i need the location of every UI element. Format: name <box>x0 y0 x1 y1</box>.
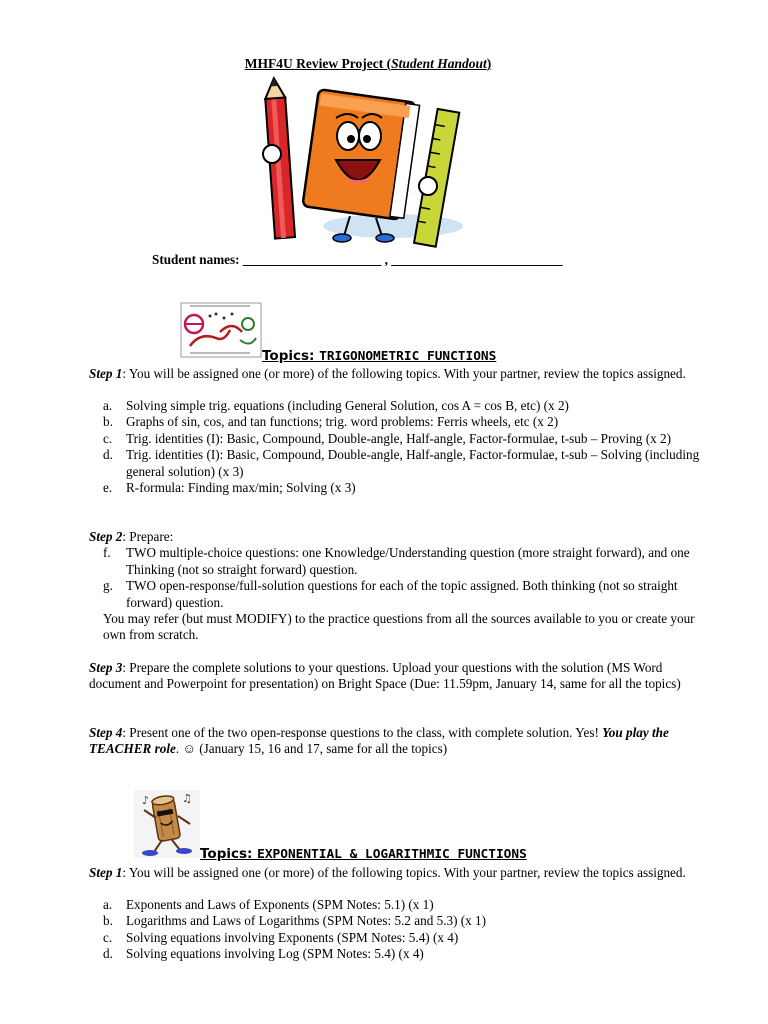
trig-step-2-note: You may refer (but must MODIFY) to the practice questions from all the sources available to you or create your own from scratch. <box>103 611 695 643</box>
list-item: c. Trig. identities (I): Basic, Compound, Double-angle, Half-angle, Factor-formulae, t-sub – Proving (x 2) <box>103 430 671 446</box>
school-supplies-cartoon-icon <box>258 76 468 252</box>
explog-step-1: Step 1: You will be assigned one (or more) of the following topics. With your partner, review the topics assigned. <box>89 865 686 880</box>
trig-step-1: Step 1: You will be assigned one (or more) of the following topics. With your partner, review the topics assigned. <box>89 366 686 381</box>
list-item: b. Graphs of sin, cos, and tan functions; trig. word problems: Ferris wheels, etc (x 2) <box>103 414 559 430</box>
list-item: f. TWO multiple-choice questions: one Knowledge/Understanding question (more straight forward), and one Thinking (not so straight forward) question. <box>103 545 690 577</box>
trig-step-4: Step 4: Present one of the two open-response questions to the class, with complete solution. Yes! You play the TEACHER role. ☺ (January 15, 16 and 17, same for all the topics) <box>89 725 669 757</box>
trig-topics-heading: Topics: TRIGONOMETRIC FUNCTIONS <box>262 348 497 364</box>
list-item: b. Logarithms and Laws of Logarithms (SPM Notes: 5.2 and 5.3) (x 1) <box>103 913 487 929</box>
explog-topics-heading: Topics: EXPONENTIAL & LOGARITHMIC FUNCTIONS <box>200 846 527 862</box>
list-item: g. TWO open-response/full-solution questions for each of the topic assigned. Both thinking (not so straight forward) question. <box>103 578 678 610</box>
dancing-log-cartoon-icon <box>134 790 200 858</box>
trig-functions-clipart-icon <box>180 302 262 358</box>
list-item: c. Solving equations involving Exponents (SPM Notes: 5.4) (x 4) <box>103 929 459 945</box>
list-item: e. R-formula: Finding max/min; Solving (x 3) <box>103 480 356 496</box>
list-item: a. Exponents and Laws of Exponents (SPM Notes: 5.1) (x 1) <box>103 897 434 912</box>
explog-topic-list <box>89 897 704 963</box>
svg-text:♪: ♪ <box>142 794 150 807</box>
trig-topic-list <box>89 398 704 496</box>
list-item: d. Trig. identities (I): Basic, Compound, Double-angle, Half-angle, Factor-formulae, t-sub – Solving (including general solution) (x 3) <box>103 447 700 479</box>
list-item: d. Solving equations involving Log (SPM Notes: 5.4) (x 4) <box>103 946 424 962</box>
svg-text:♫: ♫ <box>182 792 192 805</box>
trig-step-2: Step 2: Prepare: f. TWO multiple-choice questions: one Knowledge/Understanding question (more straight forward), and one Thinking (not so straight forward) question. g. TWO open-response/full-solution questions for each of the topic assigned. Both thinking (not so straight forward) question. You may refer (but must MODIFY) to the practice questions from all the sources available to you or create your own from scratch. <box>89 529 704 644</box>
page-title: MHF4U Review Project (Student Handout) <box>244 56 492 71</box>
list-item: a. Solving simple trig. equations (including General Solution, cos A = cos B, etc) (x 2) <box>103 398 569 413</box>
student-names-line: Student names: _____________________ , __________________________ <box>152 252 563 267</box>
trig-step-3: Step 3: Prepare the complete solutions to your questions. Upload your questions with the solution (MS Word document and Powerpoint for presentation) on Bright Space (Due: 11.59pm, January 14, same for all the topics) <box>89 660 681 692</box>
